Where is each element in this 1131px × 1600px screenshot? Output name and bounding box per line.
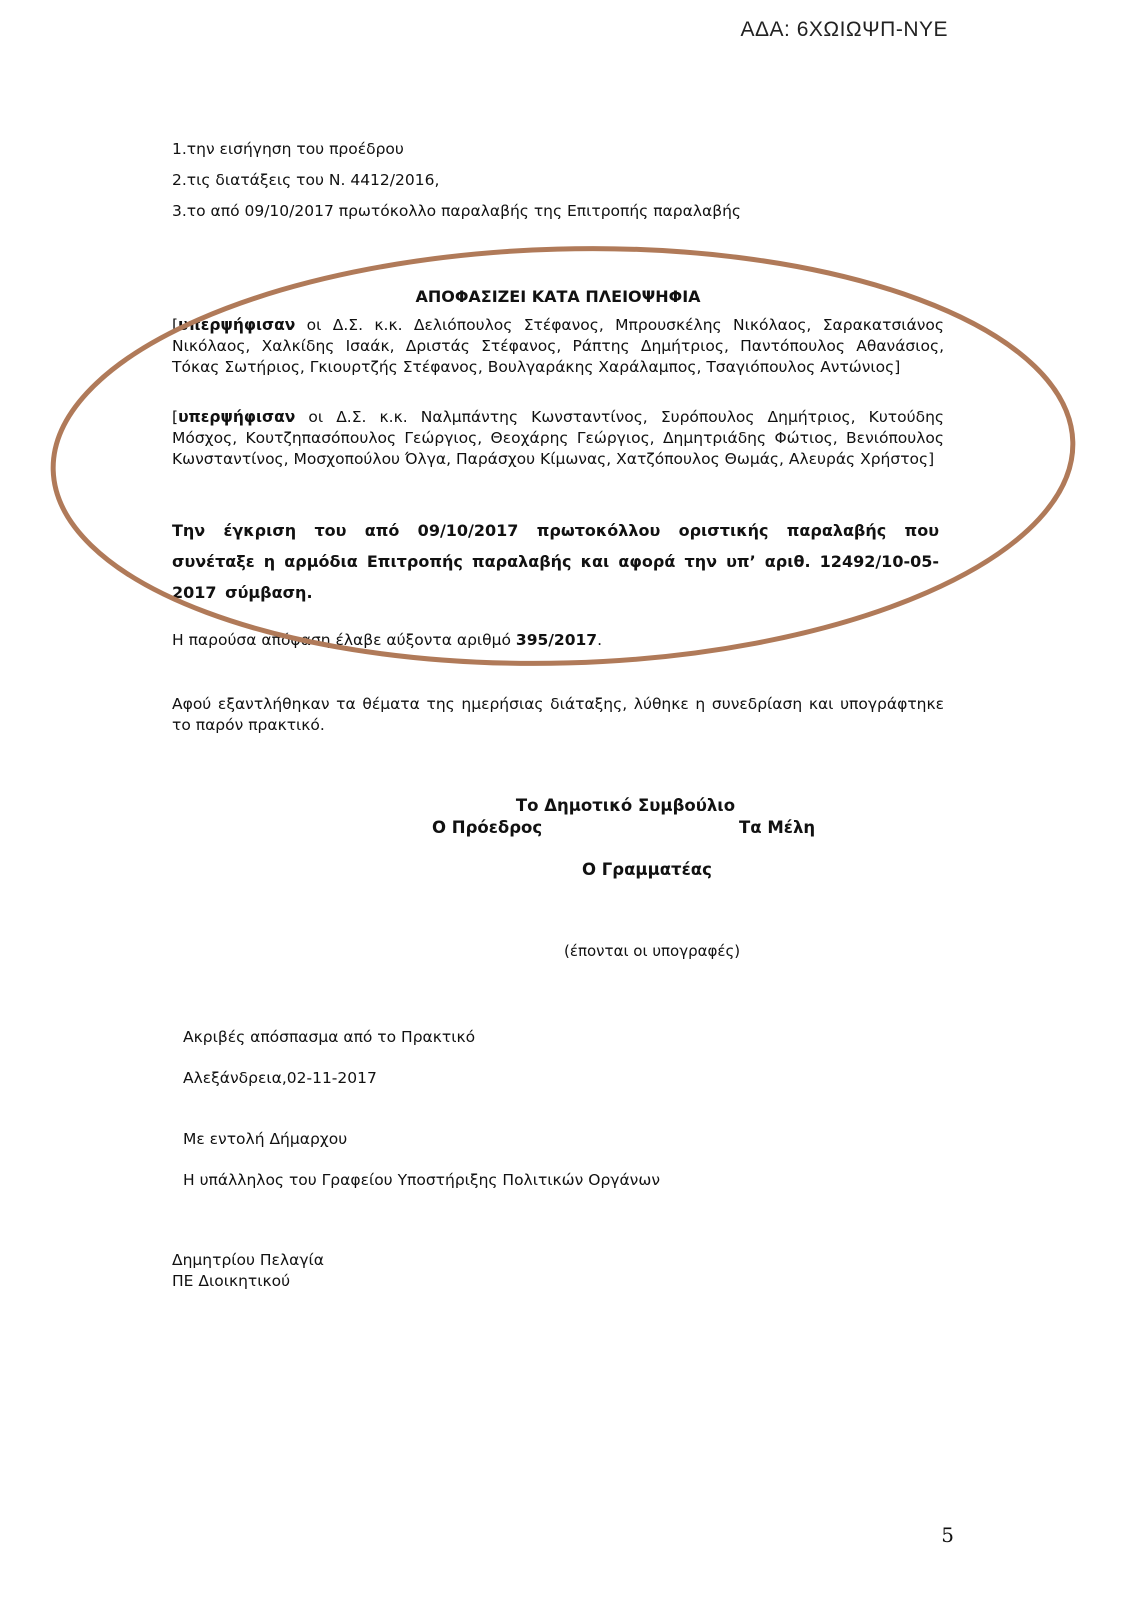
decision-heading: ΑΠΟΦΑΣΙΖΕΙ ΚΑΤΑ ΠΛΕΙΟΨΗΦΙΑ [415,287,701,306]
decision-number-prefix: Η παρούσα απόφαση έλαβε αύξοντα αριθμό [172,631,516,649]
consideration-1: 1.την εισήγηση του προέδρου [172,140,404,158]
consideration-3: 3.το από 09/10/2017 πρωτόκολλο παραλαβής της Επιτροπής παραλαβής [172,202,742,220]
vote-against-paragraph [172,407,944,470]
closing-paragraph: Αφού εξαντλήθηκαν τα θέματα της ημερήσιας διάταξης, λύθηκε η συνεδρίαση και υπογράφτηκε το παρόν πρακτικό. [172,695,944,734]
vote-against-label: υπερψήφισαν [178,408,296,426]
members-label: Τα Μέλη [739,818,816,837]
vote-for-label: υπερψήφισαν [178,316,296,334]
vote-for-paragraph [172,315,944,378]
ada-code: ΑΔΑ: 6ΧΩΙΩΨΠ-ΝΥΕ [740,18,948,41]
secretary-label: Ο Γραμματέας [582,860,712,879]
by-order: Με εντολή Δήμαρχου [183,1130,348,1148]
vote-against-bracket: [ [172,408,179,426]
signatory-name: Δημητρίου Πελαγία [172,1251,324,1269]
signatory-title: ΠΕ Διοικητικού [172,1272,291,1290]
approval-text: Την έγκριση του από 09/10/2017 πρωτοκόλλου οριστικής παραλαβής που συνέταξε η αρμόδια Επιτροπής παραλαβής και αφορά την υπ’ αριθ. 12492/10-05-2017 σύμβαση. [172,521,939,602]
council-title: Το Δημοτικό Συμβούλιο [515,796,736,815]
vote-for-bracket: [ [172,316,179,334]
decision-number: 395/2017 [515,631,598,649]
decision-number-line [172,630,602,651]
vote-for-names: οι Δ.Σ. κ.κ. Δελιόπουλος Στέφανος, Μπρουσκέλης Νικόλαος, Σαρακατσιάνος Νικόλαος, Χαλκίδης Ισαάκ, Δριστάς Στέφανος, Ράπτης Δημήτριος, Παντόπουλος Αθανάσιος, Τόκας Σωτήριος, Γκιουρτζής Στέφανος, Βουλγαράκης Χαράλαμπος, Τσαγιόπουλος Αντώνιος] [172,316,944,376]
consideration-2: 2.τις διατάξεις του Ν. 4412/2016, [172,171,440,189]
signatures-note: (έπονται οι υπογραφές) [564,942,741,960]
page-number: 5 [941,1523,954,1547]
vote-against-names: οι Δ.Σ. κ.κ. Ναλμπάντης Κωνσταντίνος, Συρόπουλος Δημήτριος, Κυτούδης Μόσχος, Κουτζηπασόπουλος Γεώργιος, Θεοχάρης Γεώργιος, Δημητριάδης Φώτιος, Βενιόπουλος Κωνσταντίνος, Μοσχοπούλου Όλγα, Παράσχου Κίμωνας, Χατζόπουλος Θωμάς, Αλευράς Χρήστος] [172,408,944,468]
employee-title: Η υπάλληλος του Γραφείου Υποστήριξης Πολιτικών Οργάνων [183,1171,660,1189]
decision-number-suffix: . [597,631,602,649]
extract-title: Ακριβές απόσπασμα από το Πρακτικό [183,1028,476,1046]
president-label: Ο Πρόεδρος [432,818,543,837]
council-block [172,795,944,839]
place-date: Αλεξάνδρεια,02-11-2017 [183,1069,377,1087]
